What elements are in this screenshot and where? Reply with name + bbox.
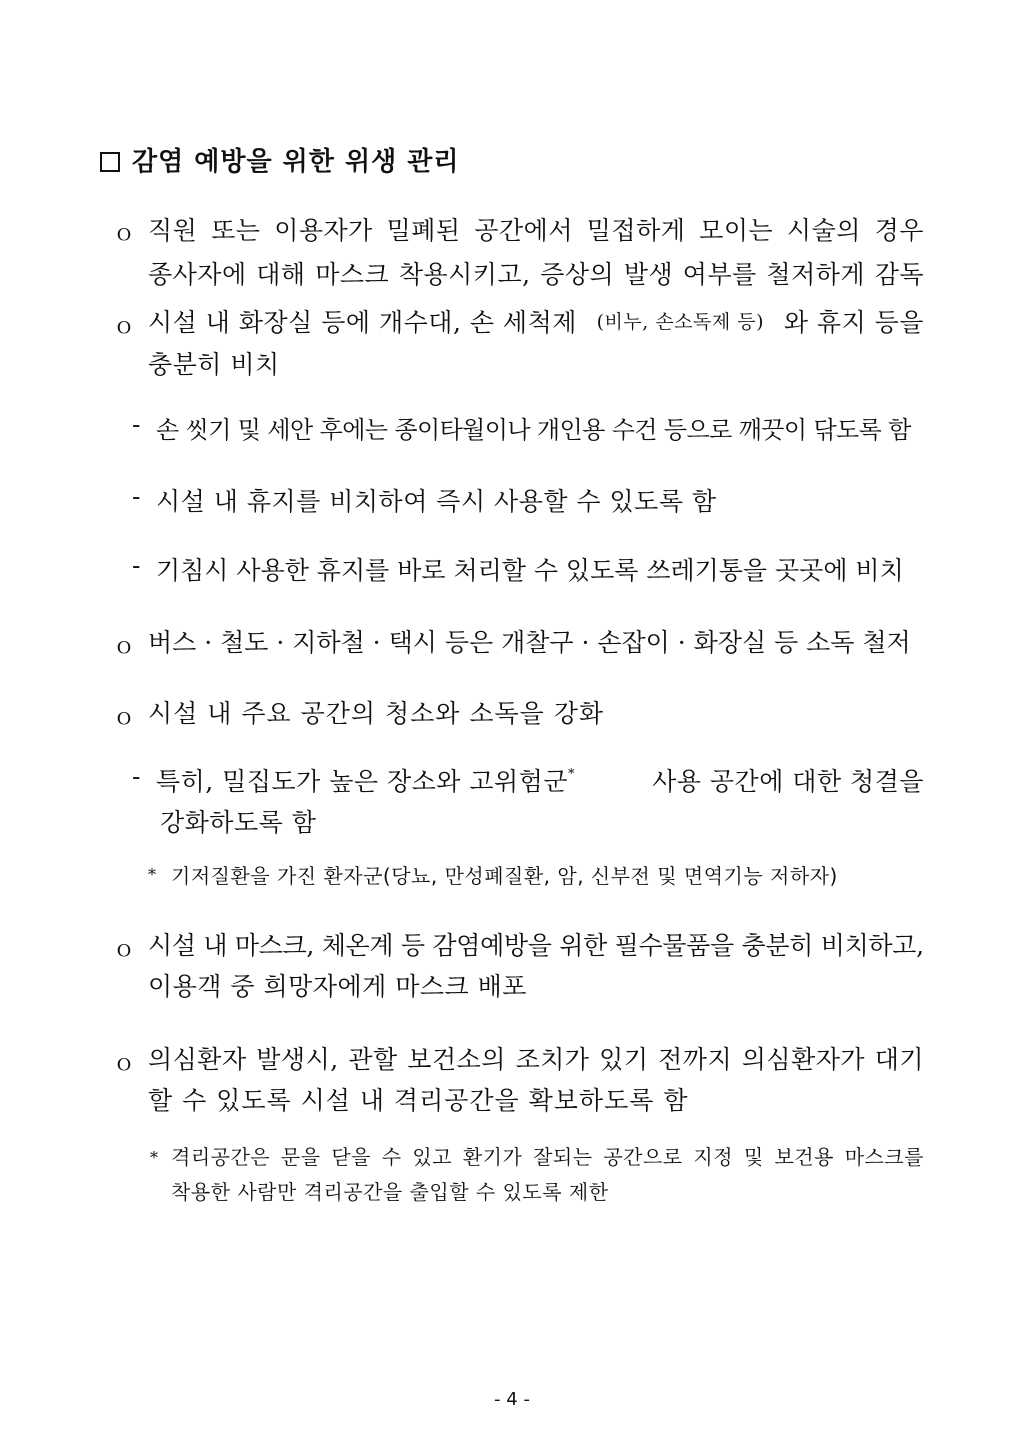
bullet-circle-icon: ｏ [113,634,136,659]
section-heading-text: 감염 예방을 위한 위생 관리 [132,147,460,177]
note-2-line-1: 격리공간은 문을 닫을 수 있고 환기가 잘되는 공간으로 지정 및 보건용 마스크를 [171,1145,924,1169]
dash-item-2: 시설 내 휴지를 비치하여 즉시 사용할 수 있도록 함 [156,487,717,516]
dash-marker: - [132,410,141,439]
item-3: 버스 · 철도 · 지하철 · 택시 등은 개찰구 · 손잡이 · 화장실 등 소독 철저 [148,628,911,657]
item-2-text-a: 시설 내 화장실 등에 개수대, 손 세척제 [148,308,577,337]
item-2-text-c: 와 휴지 등을 [783,308,924,337]
item-2-line-1 [148,303,924,339]
dash-marker: - [132,551,141,580]
item-1-line-2: 종사자에 대해 마스크 착용시키고, 증상의 발생 여부를 철저하게 감독 [148,260,924,289]
item-5-line-1: 시설 내 마스크, 체온계 등 감염예방을 위한 필수물품을 충분히 비치하고, [148,931,924,960]
item-4: 시설 내 주요 공간의 청소와 소독을 강화 [148,699,605,728]
dash-item-1: 손 씻기 및 세안 후에는 종이타월이나 개인용 수건 등으로 깨끗이 닦도록 함 [156,416,911,444]
item-6-line-2: 할 수 있도록 시설 내 격리공간을 확보하도록 함 [148,1086,689,1115]
note-marker: * [148,865,156,884]
dash-item-4-line-1 [156,762,924,798]
dash-marker: - [132,482,141,511]
dash-item-4-text-a-main: 특히, 밀집도가 높은 장소와 고위험군 [156,767,568,796]
dash-item-4-line-2: 강화하도록 함 [160,808,317,837]
bullet-circle-icon: ｏ [113,705,136,730]
item-2-line-2: 충분히 비치 [148,350,280,379]
bullet-circle-icon: ｏ [113,221,136,246]
bullet-circle-icon: ｏ [113,314,136,339]
section-heading [100,141,459,178]
bullet-circle-icon: ｏ [113,1051,136,1076]
item-1-line-1: 직원 또는 이용자가 밀폐된 공간에서 밀접하게 모이는 시술의 경우 [148,216,924,245]
note-marker: * [150,1148,158,1167]
dash-marker: - [132,762,141,791]
dash-item-3: 기침시 사용한 휴지를 바로 처리할 수 있도록 쓰레기통을 곳곳에 비치 [156,556,904,585]
checkbox-square-icon [100,152,120,172]
note-2-line-2: 착용한 사람만 격리공간을 출입할 수 있도록 제한 [171,1180,609,1204]
dash-item-4-text-c: 사용 공간에 대한 청결을 [652,767,924,796]
item-5-line-2: 이용객 중 희망자에게 마스크 배포 [148,972,527,1001]
footnote-asterisk: * [568,767,575,782]
dash-item-4-text-a [156,762,575,798]
page-number: - 4 - [494,1389,530,1410]
item-2-parenthetical: (비누, 손소독제 등) [596,311,765,333]
bullet-circle-icon: ｏ [113,937,136,962]
note-1: 기저질환을 가진 환자군(당뇨, 만성폐질환, 암, 신부전 및 면역기능 저하자) [171,864,838,888]
item-6-line-1: 의심환자 발생시, 관할 보건소의 조치가 있기 전까지 의심환자가 대기 [148,1045,924,1074]
